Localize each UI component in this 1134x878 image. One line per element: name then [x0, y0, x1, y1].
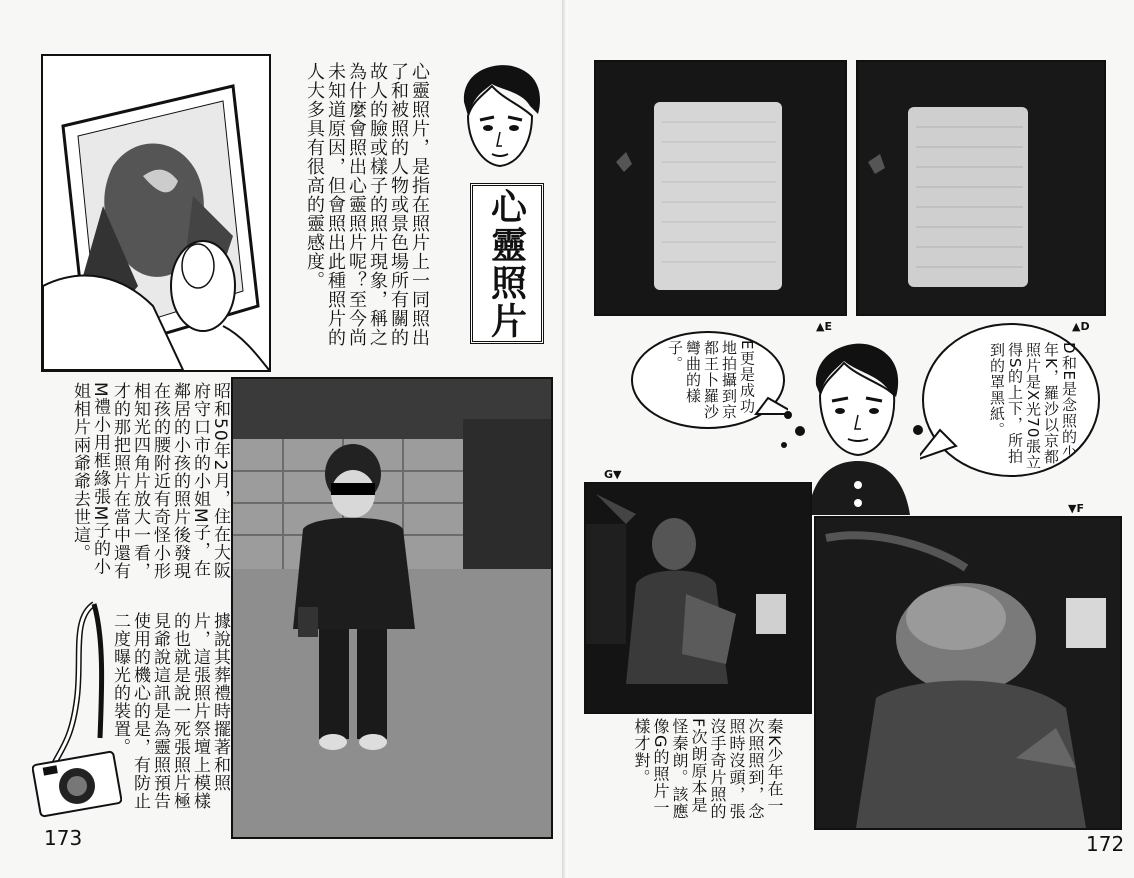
speech-bubble-right — [920, 320, 1102, 492]
speech-bubble-left-text: E更是成功地拍攝到京都王卜羅沙彎曲的樣子。 — [666, 340, 756, 420]
photo-d — [856, 60, 1106, 316]
right-page — [568, 0, 1134, 878]
story-text: 昭和50年2月，住在大阪府守口市的小姐M子，在鄰居的小孩的照片後發現在孩的腰附近有奇怪小形相知光四角片放大一看，才的那把照片在當中還有M禮小用框緣張M子的小姐相片兩爺爺去世這。 — [70, 382, 230, 580]
article-title-box — [470, 183, 544, 344]
photo-f-caption-text: 秦K少年在一次照照到，念照時沒頭，張沒手奇片照的F次朗原本是怪秦朗。該應像G的照片一樣才對。 — [632, 718, 784, 820]
boy-face-illustration — [452, 62, 547, 172]
photo-g — [584, 482, 812, 714]
intro-text: 心靈照片，是指在照片上一同照出了和被照的人物或景色場所有關的故人的臉或樣子的照片現象，稱之為什麼會照出心靈照片呢？至今尚未知道原因，但會照出此種照片的人大多具有很高的靈感度。 — [304, 62, 430, 347]
page-number-right: 172 — [1086, 832, 1125, 856]
camera-caption-text: 據說其葬禮時擺著和照片，這張照片祭壇上模樣的也就是說一死張照片極見爺說這訊是為靈照預告使用的機心的是，有防止二度曝光的裝置。 — [110, 612, 230, 810]
page-number-left: 173 — [44, 826, 83, 850]
camera-illustration — [32, 598, 122, 823]
photo-f — [814, 516, 1122, 830]
hand-holding-photo-illustration — [41, 54, 271, 372]
caption-e: ▲E — [816, 320, 832, 333]
speech-bubble-left — [628, 328, 788, 438]
caption-f: ▼F — [1068, 502, 1084, 515]
caption-d: ▲D — [1072, 320, 1090, 333]
left-page — [0, 0, 566, 878]
article-title: 心靈照片 — [485, 187, 528, 340]
speech-bubble-right-text: D和E是念照的少年K，羅沙以京都照片是X光70張立得S的上下，所拍到的罩黑紙。 — [988, 342, 1078, 471]
caption-g: G▼ — [604, 468, 622, 481]
child-photo — [231, 377, 553, 839]
photo-e — [594, 60, 847, 316]
